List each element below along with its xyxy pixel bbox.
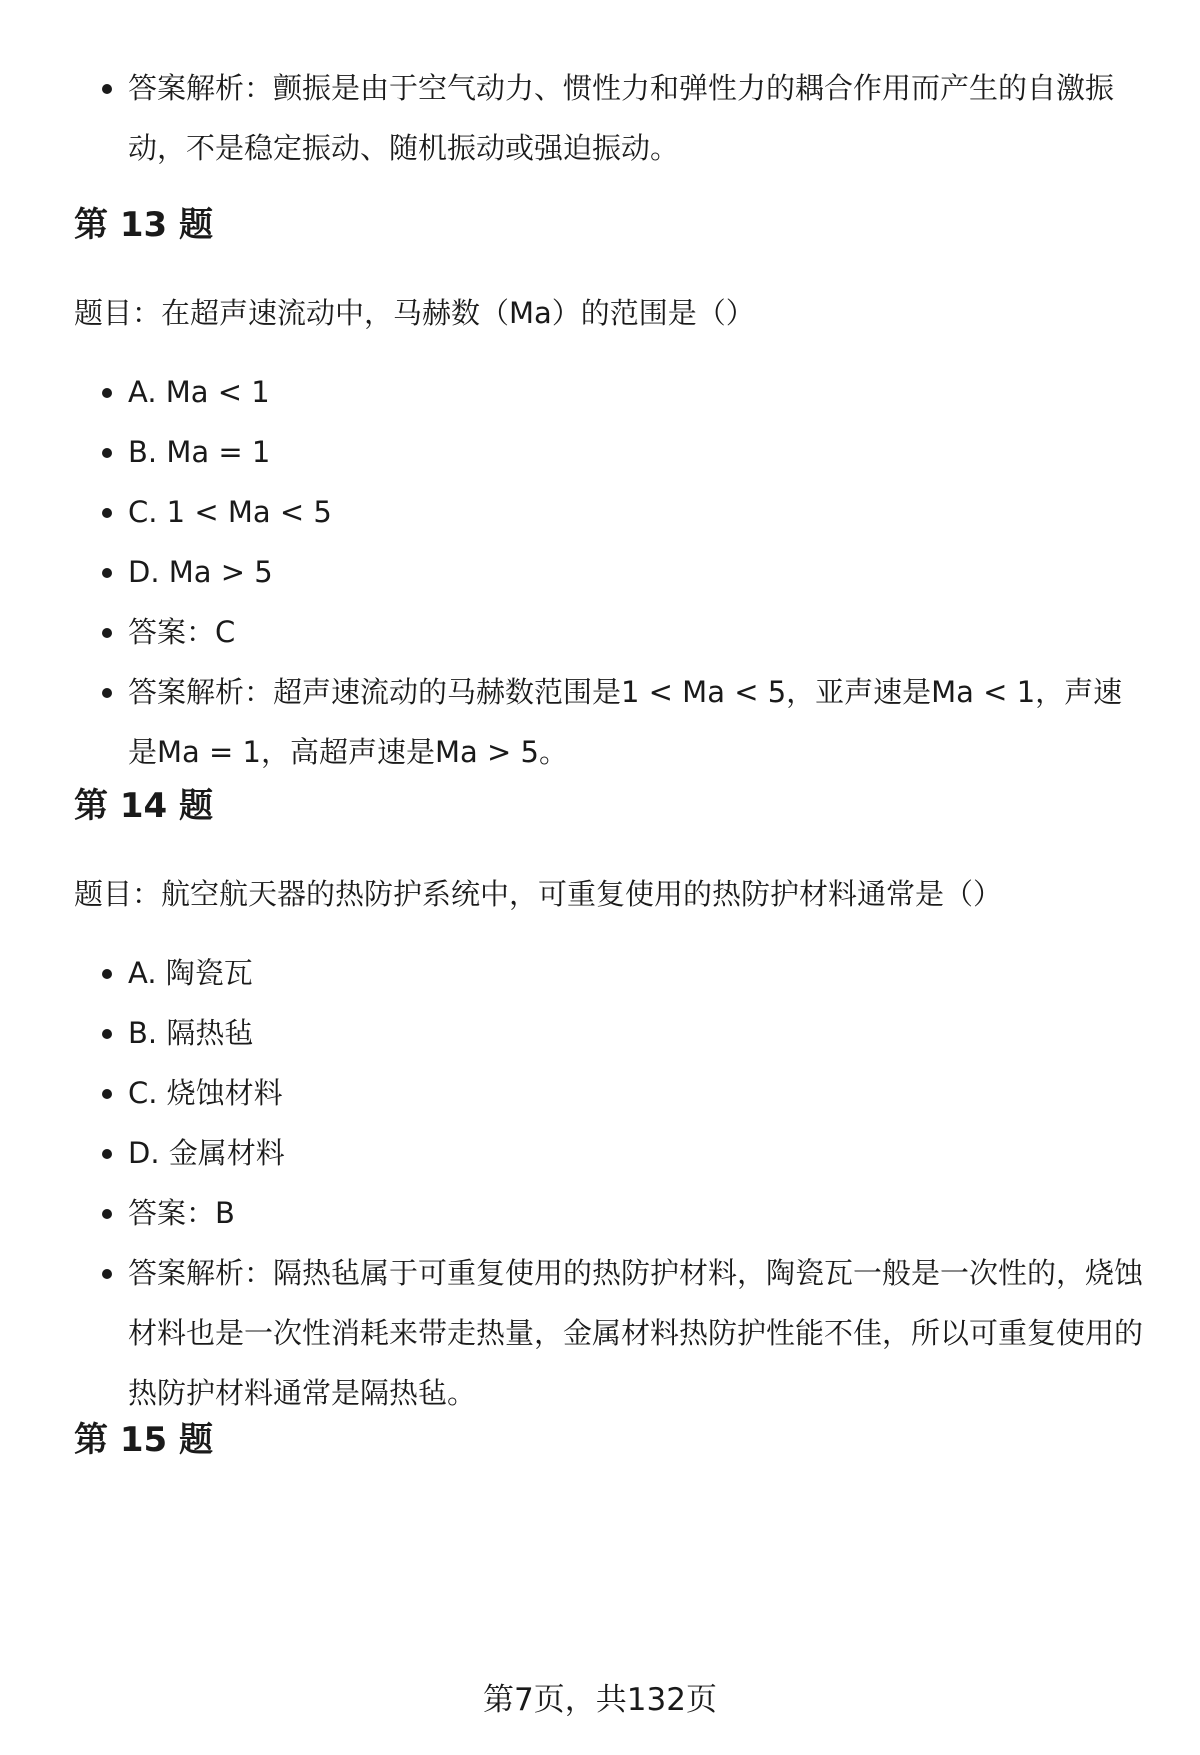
- prev-explanation: 答案解析：颤振是由于空气动力、惯性力和弹性力的耦合作用而产生的自激振动，不是稳定振动、随机振动或强迫振动。: [74, 58, 1144, 178]
- question-13-heading: 第 13 题: [74, 205, 213, 245]
- option-d: D. Ma > 5: [74, 542, 1144, 602]
- option-c: C. 烧蚀材料: [74, 1063, 1144, 1123]
- answer-explanation: 答案解析：隔热毡属于可重复使用的热防护材料，陶瓷瓦一般是一次性的，烧蚀材料也是一次性消耗来带走热量，金属材料热防护性能不佳，所以可重复使用的热防护材料通常是隔热毡。: [74, 1243, 1144, 1423]
- option-d: D. 金属材料: [74, 1123, 1144, 1183]
- option-b: B. 隔热毡: [74, 1003, 1144, 1063]
- question-14-heading: 第 14 题: [74, 786, 213, 826]
- answer: 答案：B: [74, 1183, 1144, 1243]
- answer-explanation: 答案解析：超声速流动的马赫数范围是1 < Ma < 5，亚声速是Ma < 1，声速是Ma = 1，高超声速是Ma > 5。: [74, 662, 1144, 782]
- question-14-stem: 题目：航空航天器的热防护系统中，可重复使用的热防护材料通常是（）: [74, 877, 1003, 911]
- option-c: C. 1 < Ma < 5: [74, 482, 1144, 542]
- option-b: B. Ma = 1: [74, 422, 1144, 482]
- answer: 答案：C: [74, 602, 1144, 662]
- page-number: 第7页，共132页: [483, 1682, 717, 1718]
- question-15-heading: 第 15 题: [74, 1420, 213, 1460]
- prev-question-list: [74, 58, 1144, 178]
- question-13-stem: 题目：在超声速流动中，马赫数（Ma）的范围是（）: [74, 296, 755, 330]
- question-14-options: [74, 943, 1144, 1423]
- option-a: A. 陶瓷瓦: [74, 943, 1144, 1003]
- option-a: A. Ma < 1: [74, 362, 1144, 422]
- question-13-options: [74, 362, 1144, 782]
